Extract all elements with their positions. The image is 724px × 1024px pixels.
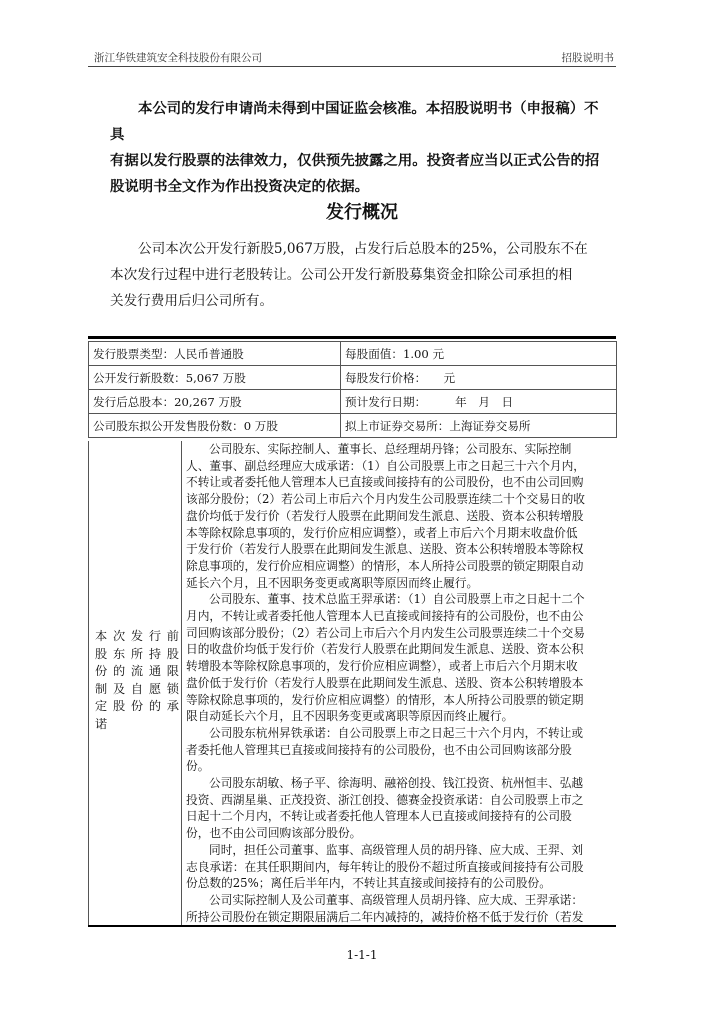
lockup-label xyxy=(95,628,179,733)
commitment-line: 者委托他人管理其已直接或间接持有的公司股份，也不由公司回购该部分股 xyxy=(186,742,572,757)
commitment-line: 公司股东胡敏、杨子平、徐海明、融裕创投、钱江投资、杭州恒丰、弘越 xyxy=(209,776,584,791)
summary-line: 公司本次公开发行新股5,067万股，占发行后总股本的25%，公司股东不在 xyxy=(138,241,588,257)
table-cell: 每股发行价格： 元 xyxy=(341,366,617,390)
commitment-line: 盘价低于发行价（若发行人股票在此期间发生派息、送股、资本公积转增股本 xyxy=(186,675,584,690)
commitment-line: 于发行价（若发行人股票在此期间发生派息、送股、资本公积转增股本等除权 xyxy=(186,542,584,557)
commitment-line: 转增股本等除权除息事项的，发行价应相应调整），或者上市后六个月期末收 xyxy=(186,659,578,674)
table-cell: 发行后总股本：20,267 万股 xyxy=(89,390,341,414)
commitment-line: 司回购该部分股份；（2）若公司上市后六个月内发生公司股票连续二十个交易 xyxy=(186,625,585,640)
lockup-label-line: 股东所持股 xyxy=(95,646,179,661)
header-company-name: 浙江华铁建筑安全科技股份有限公司 xyxy=(94,52,262,64)
table-cell: 公开发行新股数：5,067 万股 xyxy=(89,366,341,390)
commitment-paragraph xyxy=(186,892,618,925)
summary-line: 关发行费用后归公司所有。 xyxy=(110,293,274,309)
commitment-line: 日的收盘价均低于发行价（若发行人股票在此期间发生派息、送股、资本公积 xyxy=(186,642,584,657)
commitment-line: 同时，担任公司董事、监事、高级管理人员的胡丹锋、应大成、王羿、刘 xyxy=(209,842,584,857)
commitment-paragraph xyxy=(186,591,618,725)
commitment-paragraph xyxy=(186,441,618,591)
commitment-line: 公司股东、董事、技术总监王羿承诺：（1）自公司股票上市之日起十二个 xyxy=(209,592,585,607)
commitment-line: 份。 xyxy=(186,759,210,774)
lockup-label-line: 份的流通限 xyxy=(95,664,179,678)
commitment-line: 公司实际控制人及公司董事、高级管理人员胡丹锋、应大成、王羿承诺： xyxy=(209,892,584,907)
running-header xyxy=(88,48,616,67)
commitment-line: 日起十二个月内，不转让或者委托他人管理本人已直接或间接持有的公司股 xyxy=(186,809,572,824)
notice-line: 有据以发行股票的法律效力，仅供预先披露之用。投资者应当以正式公告的招 xyxy=(110,153,600,169)
lockup-label-cell xyxy=(88,441,182,925)
commitment-line: 盘价均低于发行价（若发行人股票在此期间发生派息、送股、资本公积转增股 xyxy=(186,508,584,523)
commitment-line: 志良承诺：在其任职期间内，每年转让的股份不超过所直接或间接持有公司股 xyxy=(186,859,584,874)
offering-summary xyxy=(110,236,614,314)
lockup-label-line: 制及自愿锁 xyxy=(95,681,179,696)
commitment-line: 份总数的25%；离任后半年内，不转让其直接或间接持有的公司股份。 xyxy=(186,876,551,891)
table-cell: 拟上市证券交易所：上海证券交易所 xyxy=(341,414,617,438)
disclaimer-notice xyxy=(110,96,612,200)
table-bottom-rule xyxy=(88,925,616,927)
header-doc-type: 招股说明书 xyxy=(561,52,614,64)
table-cell: 公司股东拟公开发售股份数：0 万股 xyxy=(89,414,341,438)
page-number: 1-1-1 xyxy=(346,948,378,962)
table-cell: 发行股票类型：人民币普通股 xyxy=(89,342,341,366)
commitment-line: 投资、西湖星巢、正茂投资、浙江创投、德赛金投资承诺：自公司股票上市之 xyxy=(186,792,584,807)
lockup-commitments xyxy=(186,441,618,925)
commitment-paragraph xyxy=(186,775,618,842)
table-row xyxy=(89,390,617,414)
commitment-line: 除息事项的，发行价应相应调整）的情形，本人所持公司股票的锁定期限自动 xyxy=(186,558,584,573)
commitment-paragraph xyxy=(186,842,618,892)
commitment-line: 人、董事、副总经理应大成承诺：（1）自公司股票上市之日起三十六个月内， xyxy=(186,458,585,473)
lockup-label-line: 诺 xyxy=(95,716,108,731)
table-row xyxy=(89,366,617,390)
offering-table xyxy=(88,341,617,438)
commitment-line: 该部分股份；（2）若公司上市后六个月内发生公司股票连续二十个交易日的收 xyxy=(186,492,585,507)
commitment-paragraph xyxy=(186,725,618,775)
lockup-label-line: 本次发行前 xyxy=(95,629,179,643)
commitment-line: 本等除权除息事项的，发行价应相应调整），或者上市后六个月期末收盘价低 xyxy=(186,525,578,540)
commitment-line: 份，也不由公司回购该部分股份。 xyxy=(186,826,362,841)
commitment-line: 月内，不转让或者委托他人管理本人已直接或间接持有的公司股份，也不由公 xyxy=(186,609,584,624)
commitment-line: 延长六个月，且不因职务变更或离职等原因而终止履行。 xyxy=(186,575,479,590)
table-cell: 预计发行日期： 年 月 日 xyxy=(341,390,617,414)
notice-line: 本公司的发行申请尚未得到中国证监会核准。本招股说明书（申报稿）不具 xyxy=(110,101,599,143)
notice-line: 股说明书全文作为作出投资决定的依据。 xyxy=(110,179,370,195)
table-top-rule xyxy=(88,336,616,339)
commitment-line: 所持公司股份在锁定期限届满后二年内减持的，减持价格不低于发行价（若发 xyxy=(186,909,584,924)
table-cell: 每股面值：1.00 元 xyxy=(341,342,617,366)
table-row xyxy=(89,414,617,438)
commitment-line: 公司股东、实际控制人、董事长、总经理胡丹锋；公司股东、实际控制 xyxy=(209,442,572,456)
commitment-line: 不转让或者委托他人管理本人已直接或间接持有的公司股份，也不由公司回购 xyxy=(186,475,584,490)
section-title: 发行概况 xyxy=(326,202,398,223)
commitment-line: 限自动延长六个月，且不因职务变更或离职等原因而终止履行。 xyxy=(186,709,514,724)
commitment-line: 等除权除息事项的，发行价应相应调整）的情形，本人所持公司股票的锁定期 xyxy=(186,692,584,707)
commitment-line: 公司股东杭州昇铁承诺：自公司股票上市之日起三十六个月内，不转让或 xyxy=(209,725,584,740)
table-row xyxy=(89,342,617,366)
summary-line: 本次发行过程中进行老股转让。公司公开发行新股募集资金扣除公司承担的相 xyxy=(110,267,573,283)
lockup-label-line: 定股份的承 xyxy=(95,699,179,713)
